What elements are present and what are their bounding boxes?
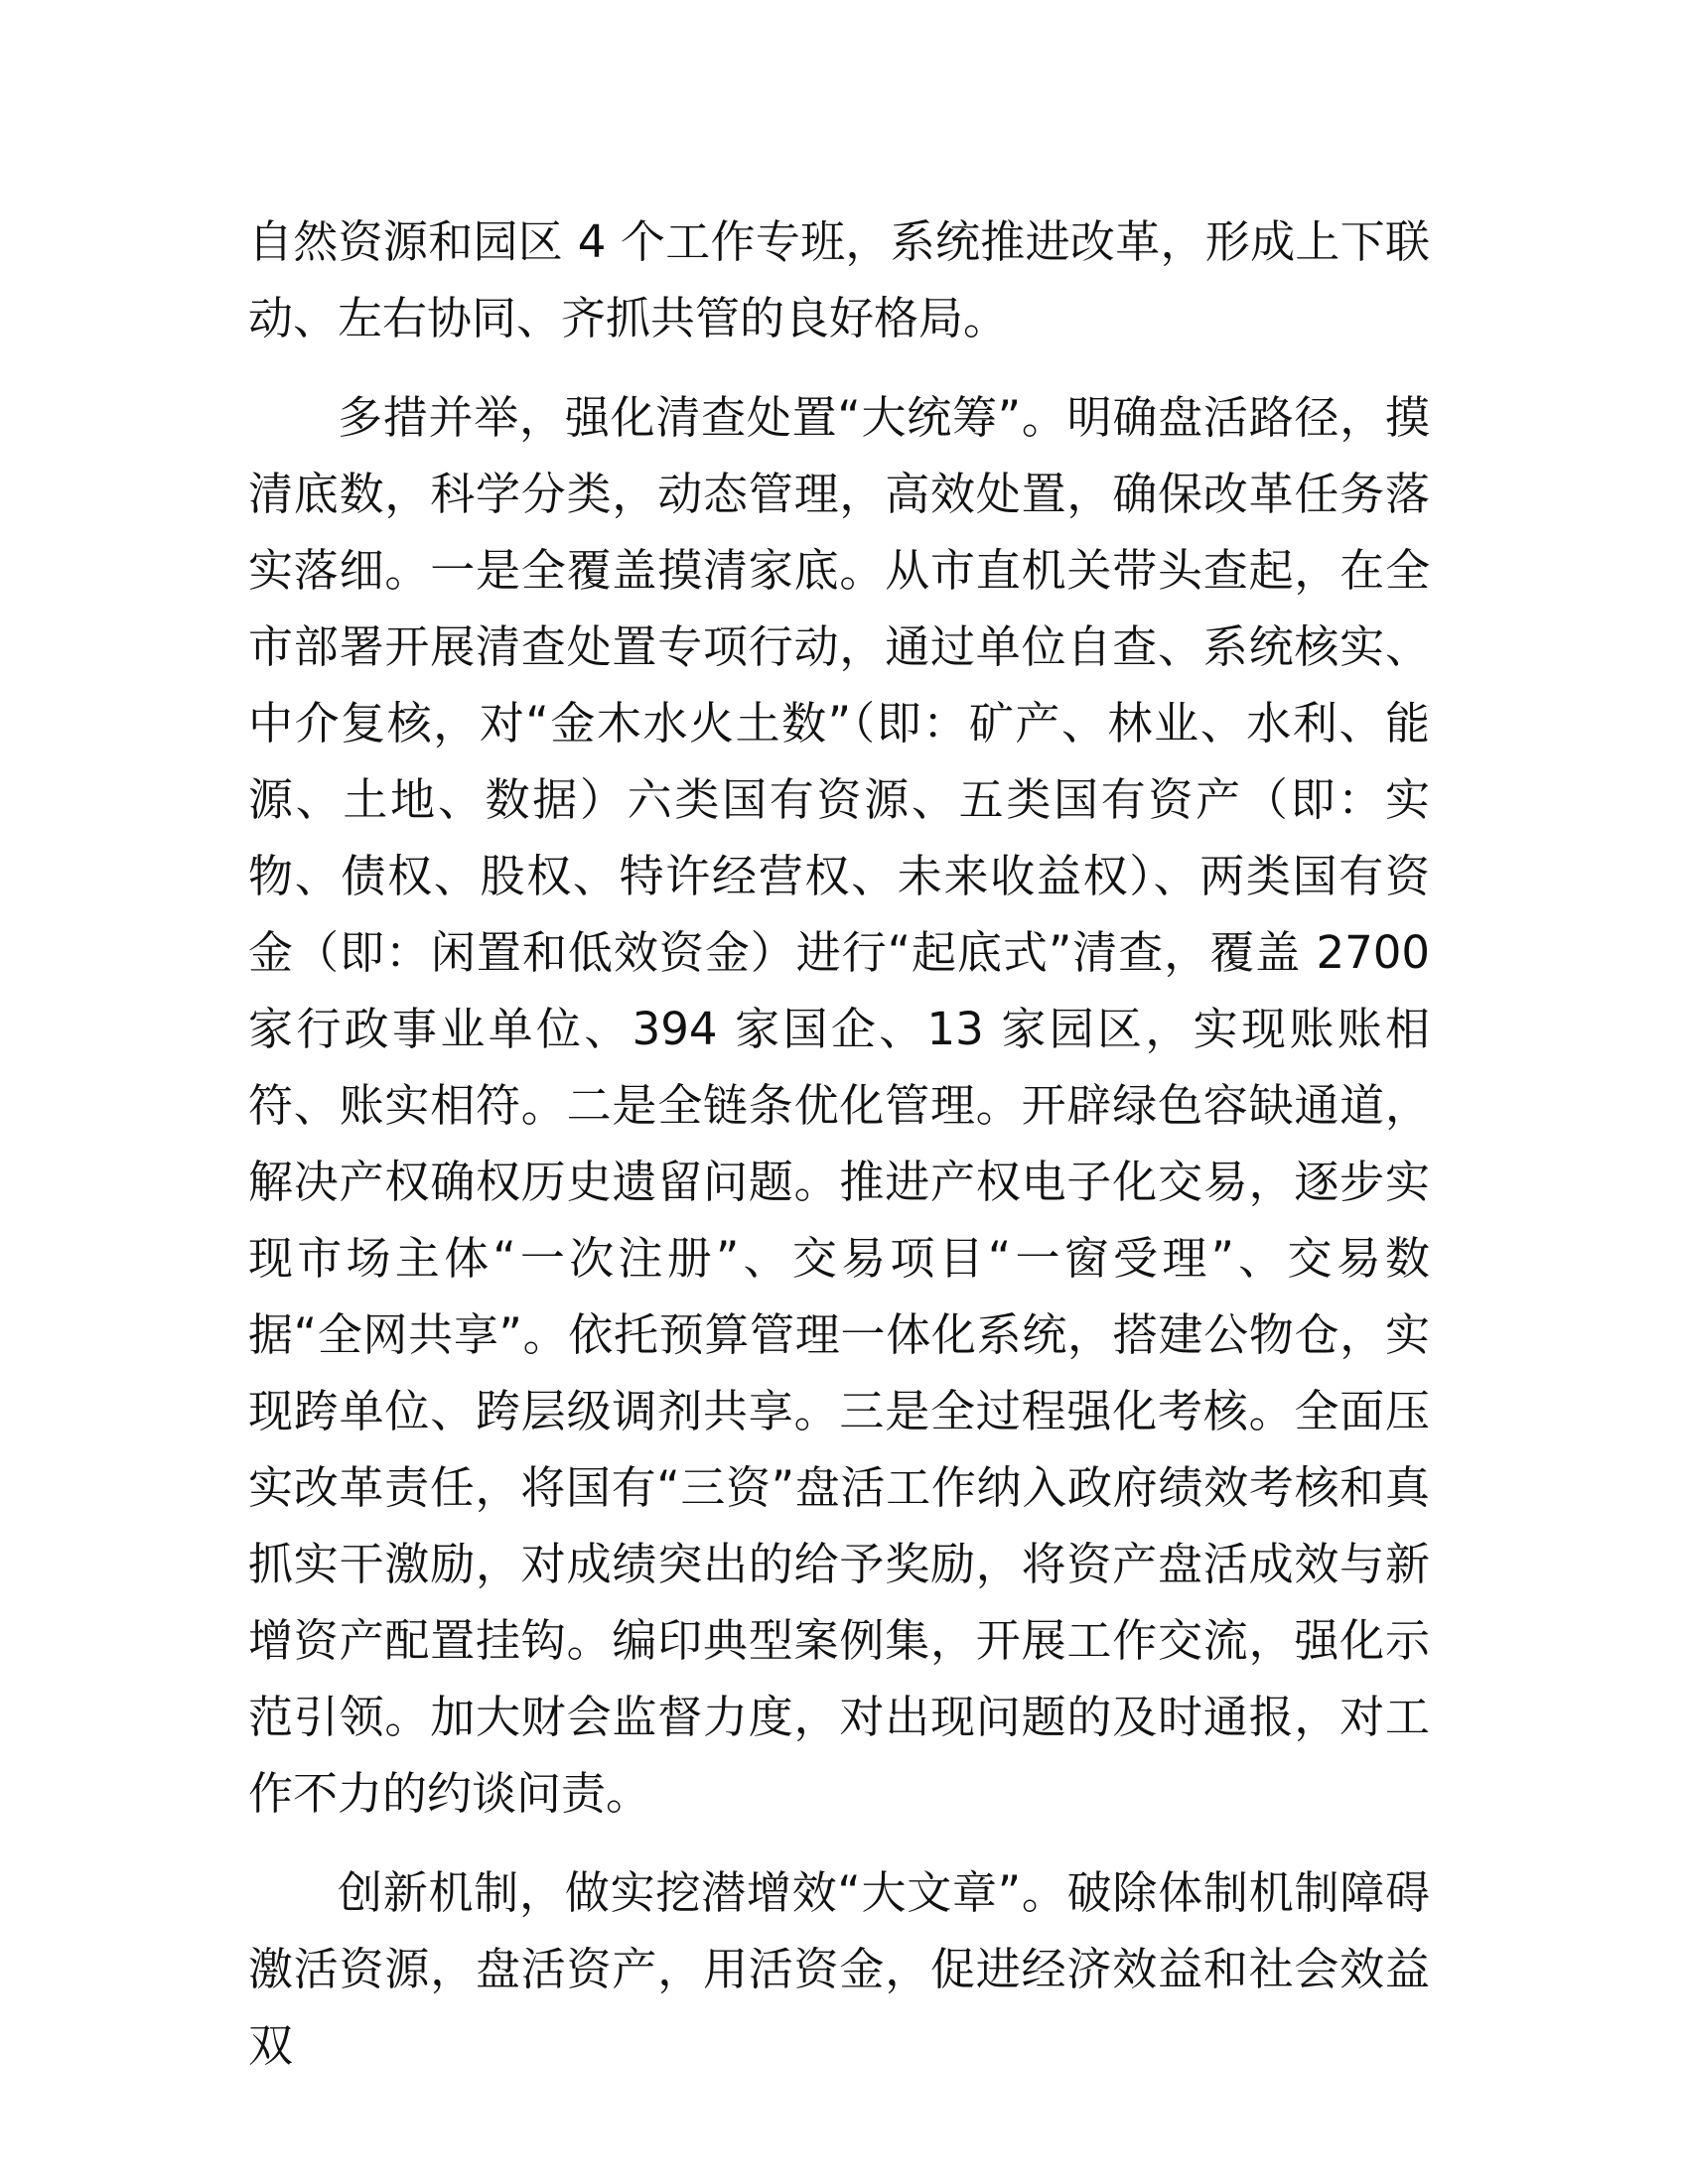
- document-page: [248, 204, 1430, 2084]
- paragraph-coordination: 多措并举，强化清查处置“大统筹”。明确盘活路径，摸清底数，科学分类，动态管理，高效处置，确保改革任务落实落细。一是全覆盖摸清家底。从市直机关带头查起，在全市部署开展清查处置专项行动，通过单位自查、系统核实、中介复核，对“金木水火土数”（即：矿产、林业、水利、能源、土地、数据）六类国有资源、五类国有资产（即：实物、债权、股权、特许经营权、未来收益权）、两类国有资金（即：闲置和低效资金）进行“起底式”清查，覆盖 2700 家行政事业单位、394 家国企、13 家园区，实现账账相符、账实相符。二是全链条优化管理。开辟绿色容缺通道，解决产权确权历史遗留问题。推进产权电子化交易，逐步实现市场主体“一次注册”、交易项目“一窗受理”、交易数据“全网共享”。依托预算管理一体化系统，搭建公物仓，实现跨单位、跨层级调剂共享。三是全过程强化考核。全面压实改革责任，将国有“三资”盘活工作纳入政府绩效考核和真抓实干激励，对成绩突出的给予奖励，将资产盘活成效与新增资产配置挂钩。编印典型案例集，开展工作交流，强化示范引领。加大财会监督力度，对出现问题的及时通报，对工作不力的约谈问责。: [248, 391, 1430, 1820]
- paragraph-innovation: 创新机制，做实挖潜增效“大文章”。破除体制机制障碍激活资源，盘活资产，用活资金，促进经济效益和社会效益双: [248, 1866, 1430, 2072]
- paragraph-continued: 自然资源和园区 4 个工作专班，系统推进改革，形成上下联动、左右协同、齐抓共管的良好格局。: [248, 215, 1430, 344]
